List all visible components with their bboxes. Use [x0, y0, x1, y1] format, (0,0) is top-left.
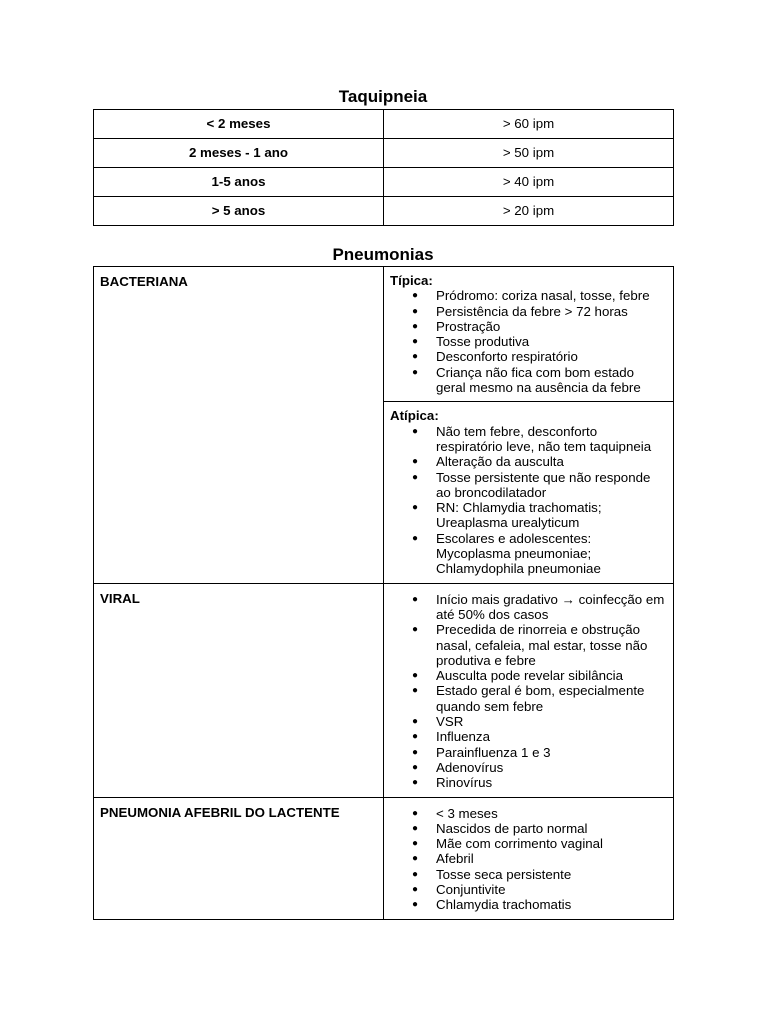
list-item: ● Prostração — [436, 319, 667, 334]
list-item: ● Conjuntivite — [436, 882, 667, 897]
respiratory-rate-cell: > 60 ipm — [384, 110, 674, 139]
table-row — [94, 139, 674, 168]
table-row-viral — [94, 583, 674, 797]
bacterial-atypical-cell — [384, 402, 674, 583]
tachypnea-table-body — [94, 110, 674, 226]
list-item: ● Afebril — [436, 851, 667, 866]
list-item: ● < 3 meses — [436, 806, 667, 821]
viral-items-cell — [384, 583, 674, 797]
table-row — [94, 168, 674, 197]
list-item: ● Influenza — [436, 729, 667, 744]
list-item: ● Tosse produtiva — [436, 334, 667, 349]
tachypnea-table — [93, 109, 674, 226]
age-range-cell: > 5 anos — [94, 197, 384, 226]
list-item: ● Parainfluenza 1 e 3 — [436, 745, 667, 760]
list-item: ● Estado geral é bom, especialmente quando sem febre — [436, 683, 667, 714]
viral-label-cell — [94, 583, 384, 797]
list-item: ● Criança não fica com bom estado geral mesmo na ausência da febre — [436, 365, 667, 396]
age-range-cell: < 2 meses — [94, 110, 384, 139]
list-item: ● Nascidos de parto normal — [436, 821, 667, 836]
respiratory-rate-cell: > 40 ipm — [384, 168, 674, 197]
pneumonias-table — [93, 266, 674, 920]
typical-list — [390, 288, 667, 395]
list-item: ● Desconforto respiratório — [436, 349, 667, 364]
list-item: ● RN: Chlamydia trachomatis; Ureaplasma urealyticum — [436, 500, 667, 531]
tachypnea-title: Taquipneia — [338, 87, 428, 106]
viral-list — [390, 592, 667, 791]
bacterial-typical-cell — [384, 267, 674, 402]
respiratory-rate-cell: > 50 ipm — [384, 139, 674, 168]
list-item: ● Ausculta pode revelar sibilância — [436, 668, 667, 683]
list-item: ● Início mais gradativo → coinfecção em até 50% dos casos — [436, 592, 667, 623]
list-item: ● Alteração da ausculta — [436, 454, 667, 469]
atypical-heading: Atípica: — [390, 408, 439, 424]
list-item: ● Tosse persistente que não responde ao broncodilatador — [436, 470, 667, 501]
list-item: ● Persistência da febre > 72 horas — [436, 304, 667, 319]
afebrile-list — [390, 806, 667, 913]
list-item: ● VSR — [436, 714, 667, 729]
afebrile-label-cell — [94, 797, 384, 919]
list-item: ● Rinovírus — [436, 775, 667, 790]
table-row-afebrile — [94, 797, 674, 919]
table-row-bacterial-typical — [94, 267, 674, 402]
viral-label: VIRAL — [100, 590, 140, 606]
typical-heading: Típica: — [390, 273, 433, 288]
list-item: ● Adenovírus — [436, 760, 667, 775]
bacterial-label-cell — [94, 267, 384, 584]
list-item: ● Chlamydia trachomatis — [436, 897, 667, 912]
afebrile-items-cell — [384, 797, 674, 919]
list-item: ● Pródromo: coriza nasal, tosse, febre — [436, 288, 667, 303]
list-item: ● Precedida de rinorreia e obstrução nasal, cefaleia, mal estar, tosse não produtiva e febre — [436, 622, 667, 668]
pneumonias-title: Pneumonias — [332, 245, 434, 264]
table-row — [94, 110, 674, 139]
list-item: ● Tosse seca persistente — [436, 867, 667, 882]
bacterial-label: BACTERIANA — [100, 274, 188, 289]
age-range-cell: 1-5 anos — [94, 168, 384, 197]
afebrile-label: PNEUMONIA AFEBRIL DO LACTENTE — [100, 804, 340, 820]
atypical-list — [390, 424, 667, 577]
list-item: ● Mãe com corrimento vaginal — [436, 836, 667, 851]
list-item: ● Não tem febre, desconforto respiratório leve, não tem taquipneia — [436, 424, 667, 455]
list-item: ● Escolares e adolescentes: Mycoplasma pneumoniae; Chlamydophila pneumoniae — [436, 531, 667, 577]
age-range-cell: 2 meses - 1 ano — [94, 139, 384, 168]
table-row — [94, 197, 674, 226]
respiratory-rate-cell: > 20 ipm — [384, 197, 674, 226]
